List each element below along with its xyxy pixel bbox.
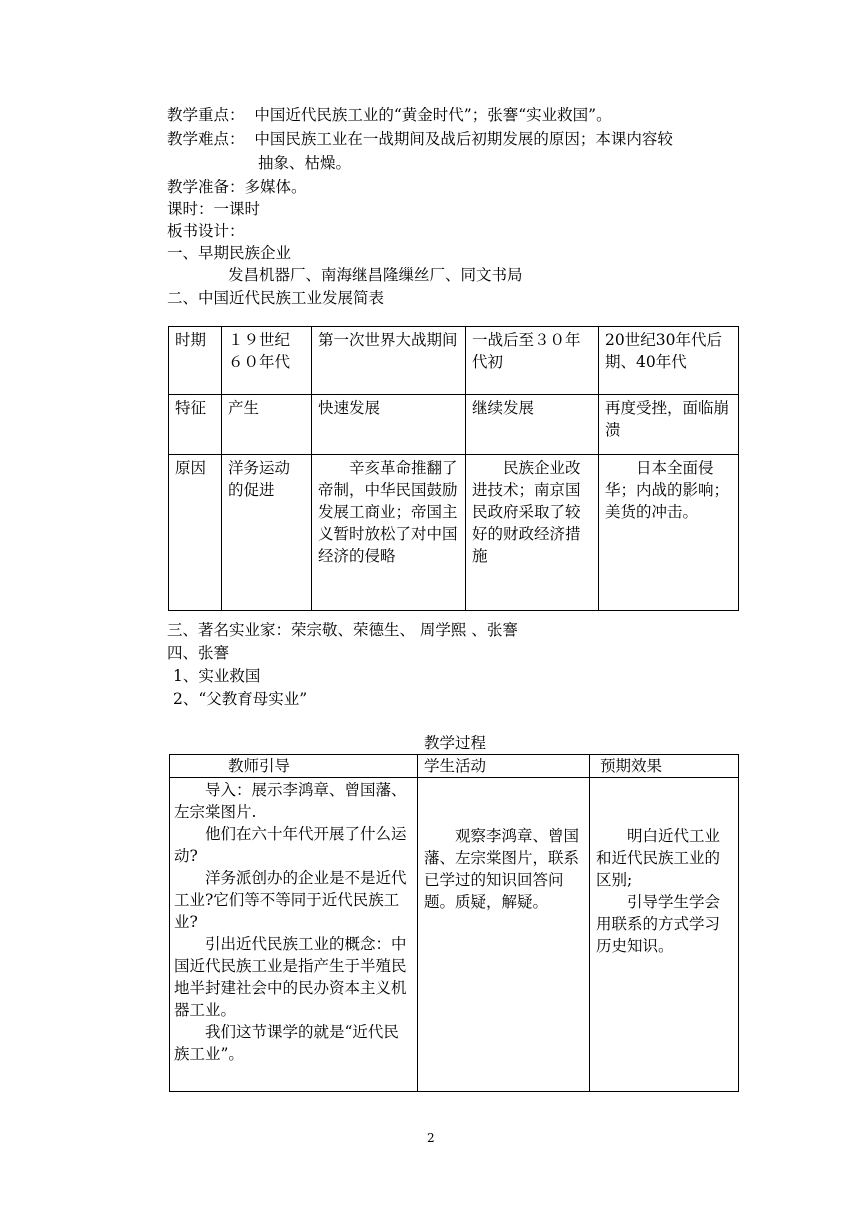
effect-paragraph: 明白近代工业和近代民族工业的区别; [596,827,721,889]
effect-paragraph: 引导学生学会用联系的方式学习历史知识。 [596,893,721,955]
table-cell: 一战后至３０年代初 [466,327,599,395]
focus-line [167,104,612,126]
outline-section-2: 二、中国近代民族工业发展简表 [167,289,385,307]
difficulty-label: 教学难点： [167,130,245,148]
header-effect: 预期效果 [590,755,739,778]
development-table [168,326,739,611]
board-line: 板书设计： [167,222,245,240]
page-number: 2 [427,1131,435,1145]
header-teacher: 教师引导 [170,755,418,778]
table-row [169,327,739,395]
table-cell: 日本全面侵华；内战的影响；美货的冲击。 [599,455,739,611]
table-cell: 民族企业改进技术；南京国民政府采取了较好的财政经济措施 [466,455,599,611]
table-cell: 特征 [169,395,222,455]
teacher-paragraph: 他们在六十年代开展了什么运动? [174,825,407,865]
table-cell: 洋务运动的促进 [222,455,312,611]
table-row [170,778,739,1092]
table-cell: 产生 [222,395,312,455]
table-cell: 辛亥革命推翻了帝制，中华民国鼓励发展工商业；帝国主义暂时放松了对中国经济的侵略 [312,455,466,611]
table-row [169,395,739,455]
prep-line: 教学准备：多媒体。 [167,178,307,196]
outline-section-4-item-1: 1、实业救国 [173,667,261,685]
hours-line: 课时：一课时 [167,200,261,218]
table-cell: 快速发展 [312,395,466,455]
teacher-paragraph: 导入：展示李鸿章、曾国藩、左宗棠图片. [174,781,407,821]
table-cell: 20世纪30年代后期、40年代 [599,327,739,395]
student-paragraph: 观察李鸿章、曾国藩、左宗棠图片，联系已学过的知识回答问题。质疑，解疑。 [424,827,580,911]
focus-text: 中国近代民族工业的“黄金时代”；张謇“实业救国”。 [254,106,612,124]
table-cell: 再度受挫，面临崩溃 [599,395,739,455]
effect-cell [590,778,739,1092]
outline-section-1: 一、早期民族企业 [167,244,292,262]
header-student: 学生活动 [418,755,590,778]
outline-section-1-detail: 发昌机器厂、南海继昌隆缫丝厂、同文书局 [228,266,523,284]
outline-section-3: 三、著名实业家：荣宗敬、荣德生、 周学熙 、张謇 [167,621,518,639]
teacher-paragraph: 引出近代民族工业的概念：中国近代民族工业是指产生于半殖民地半封建社会中的民办资本主义机器工业。 [174,935,407,1019]
student-cell [418,778,590,1092]
table-cell: 继续发展 [466,395,599,455]
table-header-row [170,755,739,778]
table-cell: 原因 [169,455,222,611]
outline-section-4-item-2: 2、“父教育母实业” [173,690,308,708]
process-caption: 教学过程 [424,734,487,752]
difficulty-text-1: 中国民族工业在一战期间及战后初期发展的原因；本课内容较 [254,130,673,148]
teacher-cell [170,778,418,1092]
table-cell: 时期 [169,327,222,395]
table-row [169,455,739,611]
outline-section-4: 四、张謇 [167,644,230,662]
teacher-paragraph: 我们这节课学的就是“近代民族工业”。 [174,1023,399,1063]
process-table [169,754,739,1092]
difficulty-text-2: 抽象、枯燥。 [258,154,352,172]
teacher-paragraph: 洋务派创办的企业是不是近代工业?它们等不等同于近代民族工业? [174,869,407,931]
focus-label: 教学重点： [167,106,245,124]
table-cell: 第一次世界大战期间 [312,327,466,395]
difficulty-line [167,128,673,150]
table-cell: １９世纪６０年代 [222,327,312,395]
